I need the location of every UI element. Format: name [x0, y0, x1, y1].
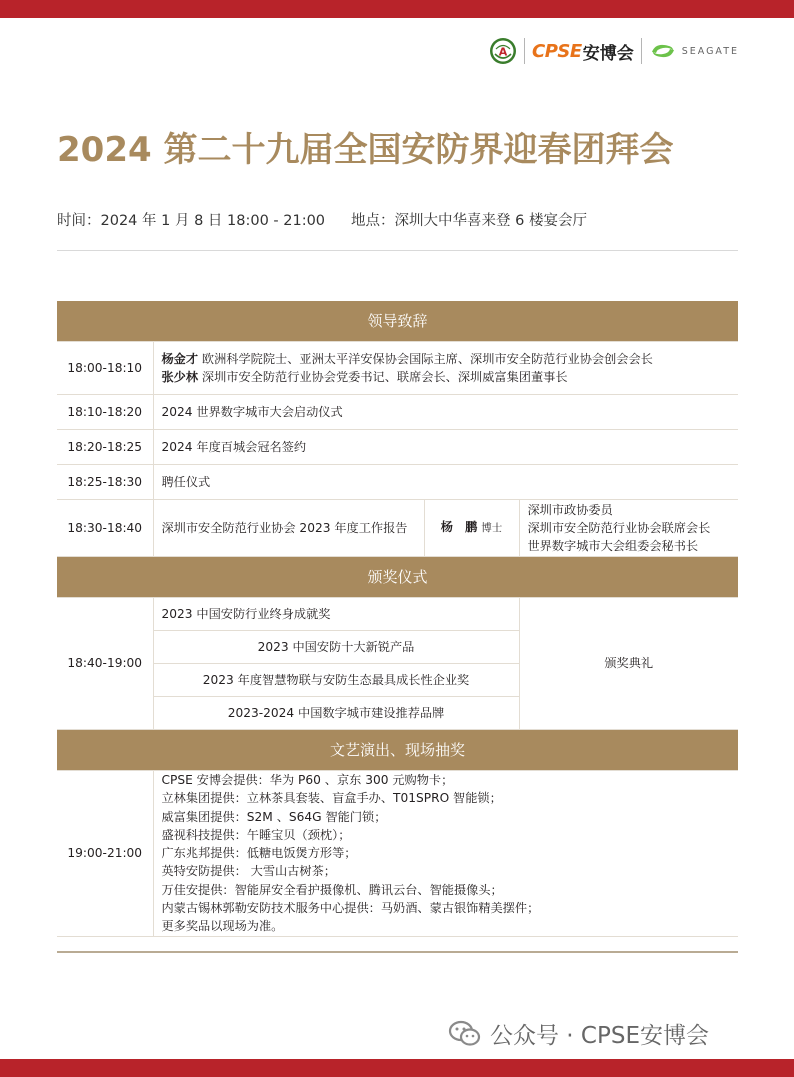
speech-cell	[153, 342, 738, 395]
section-title: 颁奖仪式	[57, 557, 738, 598]
speaker-role: 深圳市安全防范行业协会联席会长	[527, 520, 711, 535]
table-row	[57, 430, 738, 465]
time-cell: 18:10-18:20	[57, 395, 153, 430]
cpse-logo-text: 安博会	[582, 43, 634, 64]
speaker-name: 杨金才	[161, 351, 199, 366]
event-time: 时间：2024 年 1 月 8 日 18:00 - 21:00	[57, 213, 326, 229]
event-meta	[57, 209, 587, 230]
prize-item: 盛视科技提供：午睡宝贝（颈枕）；	[161, 827, 351, 842]
wechat-icon	[448, 1019, 482, 1049]
prize-item: 英特安防提供： 大雪山古树茶；	[161, 864, 336, 879]
section-header-shows	[57, 730, 738, 771]
table-row	[57, 342, 738, 395]
speaker-roles-cell	[519, 500, 738, 557]
speaker-desc: 深圳市安全防范行业协会党委书记、联席会长、深圳威富集团董事长	[198, 370, 568, 384]
top-red-bar	[0, 0, 794, 18]
prize-item: 万佳安提供：智能屏安全看护摄像机、腾讯云台、智能摄像头；	[161, 882, 503, 897]
prize-item: CPSE 安博会提供：华为 P60 、京东 300 元购物卡；	[161, 773, 454, 787]
table-row	[57, 465, 738, 500]
time-cell: 19:00-21:00	[57, 771, 153, 937]
item-cell: 聘任仪式	[153, 465, 738, 500]
table-row	[57, 500, 738, 557]
section-header-awards	[57, 557, 738, 598]
time-cell: 18:30-18:40	[57, 500, 153, 557]
seagate-wordmark: SEAGATE	[681, 45, 739, 57]
item-cell: 深圳市安全防范行业协会 2023 年度工作报告	[153, 500, 424, 557]
table-row	[57, 395, 738, 430]
seagate-swirl-icon	[649, 41, 677, 61]
prize-item: 立林集团提供：立林茶具套装、盲盒手办、T01SPRO 智能锁；	[161, 791, 502, 806]
time-cell: 18:20-18:25	[57, 430, 153, 465]
speaker-role: 深圳市政协委员	[527, 502, 613, 517]
table-row	[57, 771, 738, 937]
speaker-name: 张少林	[161, 370, 199, 384]
page-title: 2024 第二十九届全国安防界迎春团拜会	[57, 130, 674, 170]
schedule-table	[57, 301, 738, 937]
award-cell: 2023 中国安防十大新锐产品	[153, 631, 519, 664]
award-cell: 2023 中国安防行业终身成就奖	[153, 598, 519, 631]
logo-divider	[641, 38, 642, 64]
prize-item: 威富集团提供：S2M 、S64G 智能门锁；	[161, 809, 387, 824]
prize-item: 内蒙古锡林郭勒安防技术服务中心提供：马奶酒、蒙古银饰精美摆件；	[161, 901, 540, 916]
speaker-name: 杨 鹏	[440, 520, 478, 535]
emblem-letter: A	[498, 45, 508, 59]
divider	[57, 250, 738, 251]
section-title: 文艺演出、现场抽奖	[57, 730, 738, 771]
item-cell: 2024 世界数字城市大会启动仪式	[153, 395, 738, 430]
seagate-logo	[649, 41, 739, 61]
prize-item: 广东兆邦提供：低糖电饭煲方形等；	[161, 846, 357, 861]
event-place: 地点：深圳大中华喜来登 6 楼宴会厅	[351, 213, 587, 229]
time-cell: 18:00-18:10	[57, 342, 153, 395]
award-cell: 2023 年度智慧物联与安防生态最具成长性企业奖	[153, 664, 519, 697]
speaker-role: 世界数字城市大会组委会秘书长	[527, 539, 699, 554]
watermark-text: 公众号 · CPSE安博会	[490, 1023, 709, 1049]
speaker-cell	[424, 500, 519, 557]
cpse-logo	[532, 39, 634, 64]
speaker-title: 博士	[481, 522, 503, 535]
association-emblem-icon	[489, 37, 517, 65]
prize-list-cell	[153, 771, 738, 937]
prize-item: 更多奖品以现场为准。	[161, 919, 284, 934]
logo-divider	[524, 38, 525, 64]
bottom-red-bar	[0, 1059, 794, 1077]
time-cell: 18:25-18:30	[57, 465, 153, 500]
time-cell: 18:40-19:00	[57, 598, 153, 730]
table-row	[57, 598, 738, 631]
sponsor-logos	[489, 36, 739, 66]
speaker-desc: 欧洲科学院院士、亚洲太平洋安保协会国际主席、深圳市安全防范行业协会创会会长	[198, 351, 653, 366]
award-cell: 2023-2024 中国数字城市建设推荐品牌	[153, 697, 519, 730]
table-bottom-border	[57, 951, 738, 953]
section-title: 领导致辞	[57, 301, 738, 342]
item-cell: 2024 年度百城会冠名签约	[153, 430, 738, 465]
watermark	[448, 1017, 709, 1050]
cpse-logo-mark: CPSE	[532, 40, 582, 62]
section-header-leaders	[57, 301, 738, 342]
ceremony-cell: 颁奖典礼	[519, 598, 738, 730]
